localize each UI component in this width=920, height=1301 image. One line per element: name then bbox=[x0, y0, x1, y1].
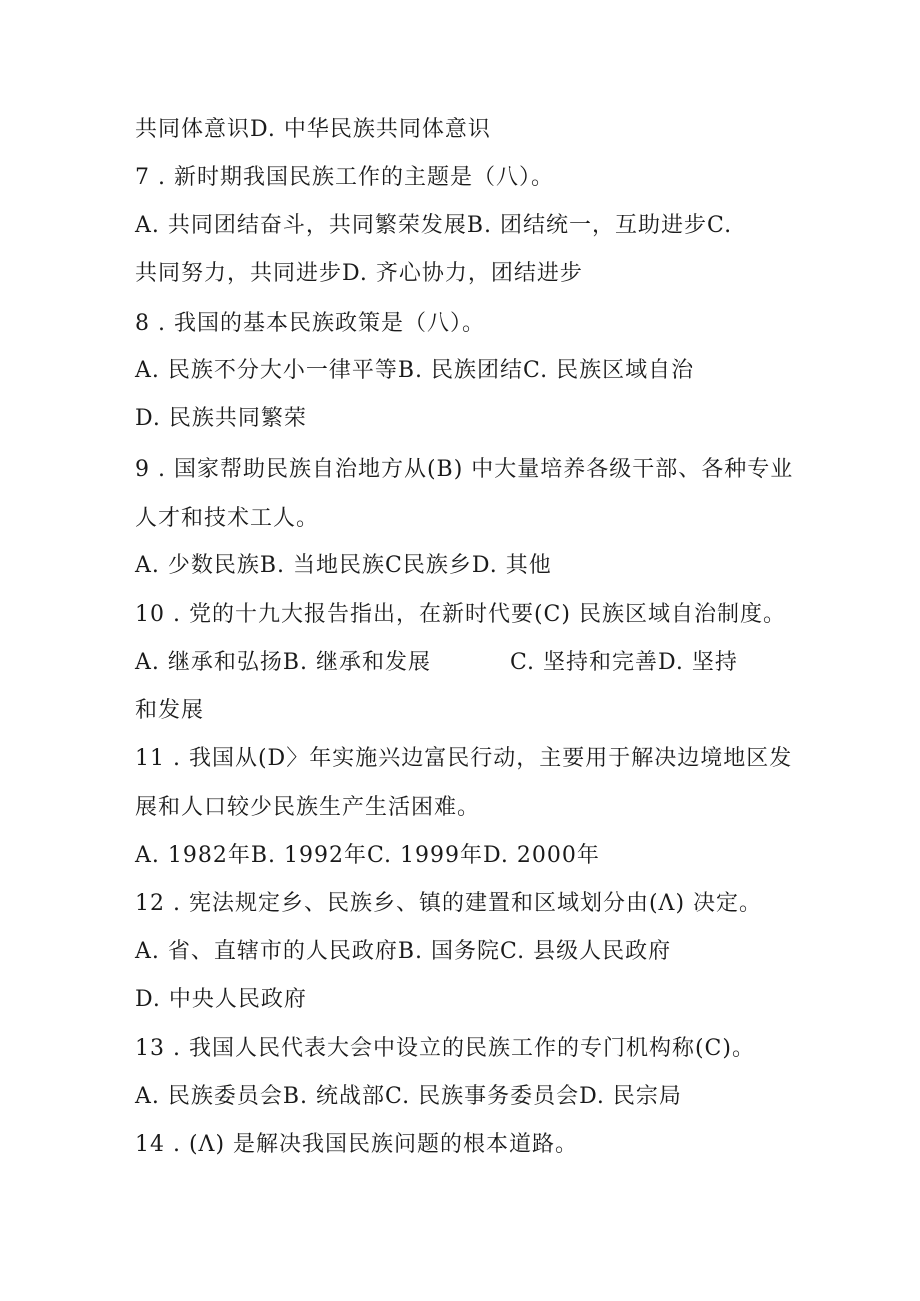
question-9-cont: 人才和技术工人。 bbox=[135, 506, 320, 531]
question-8: 8 . 我国的基本民族政策是（八）。 bbox=[135, 311, 485, 336]
question-7: 7 . 新时期我国民族工作的主题是（八）。 bbox=[135, 165, 554, 190]
question-8-options-cont: D. 民族共同繁荣 bbox=[135, 406, 307, 431]
question-12-options: A. 省、直辖市的人民政府B. 国务院C. 县级人民政府 bbox=[135, 939, 672, 964]
question-12-options-cont: D. 中央人民政府 bbox=[135, 987, 307, 1012]
question-11-cont: 展和人口较少民族生产生活困难。 bbox=[135, 795, 481, 820]
question-10: 10 . 党的十九大报告指出，在新时代要(C) 民族区域自治制度。 bbox=[135, 602, 786, 627]
question-8-options: A. 民族不分大小一律平等B. 民族团结C. 民族区域自治 bbox=[135, 358, 695, 383]
question-10-options-cont: 和发展 bbox=[135, 698, 205, 723]
question-9-options: A. 少数民族B. 当地民族C民族乡D. 其他 bbox=[135, 553, 552, 578]
question-11: 11 . 我国从(D〉年实施兴边富民行动，主要用于解决边境地区发 bbox=[135, 746, 793, 771]
question-11-options: A. 1982年B. 1992年C. 1999年D. 2000年 bbox=[135, 843, 600, 868]
question-14: 14 . (Λ) 是解决我国民族问题的根本道路。 bbox=[135, 1132, 579, 1157]
text-line: 共同体意识D. 中华民族共同体意识 bbox=[135, 117, 491, 142]
question-9: 9 . 国家帮助民族自治地方从(B) 中大量培养各级干部、各种专业 bbox=[135, 457, 794, 482]
question-10-options: A. 继承和弘扬B. 继承和发展 bbox=[135, 650, 432, 675]
question-13-options: A. 民族委员会B. 统战部C. 民族事务委员会D. 民宗局 bbox=[135, 1084, 682, 1109]
question-13: 13 . 我国人民代表大会中设立的民族工作的专门机构称(C)。 bbox=[135, 1036, 755, 1061]
question-7-options-cont: 共同努力，共同进步D. 齐心协力，团结进步 bbox=[135, 261, 583, 286]
question-10-options-right: C. 坚持和完善D. 坚持 bbox=[510, 650, 738, 675]
question-7-options: A. 共同团结奋斗，共同繁荣发展B. 团结统一，互助进步C. bbox=[135, 213, 733, 238]
question-12: 12 . 宪法规定乡、民族乡、镇的建置和区域划分由(Λ) 决定。 bbox=[135, 891, 763, 916]
